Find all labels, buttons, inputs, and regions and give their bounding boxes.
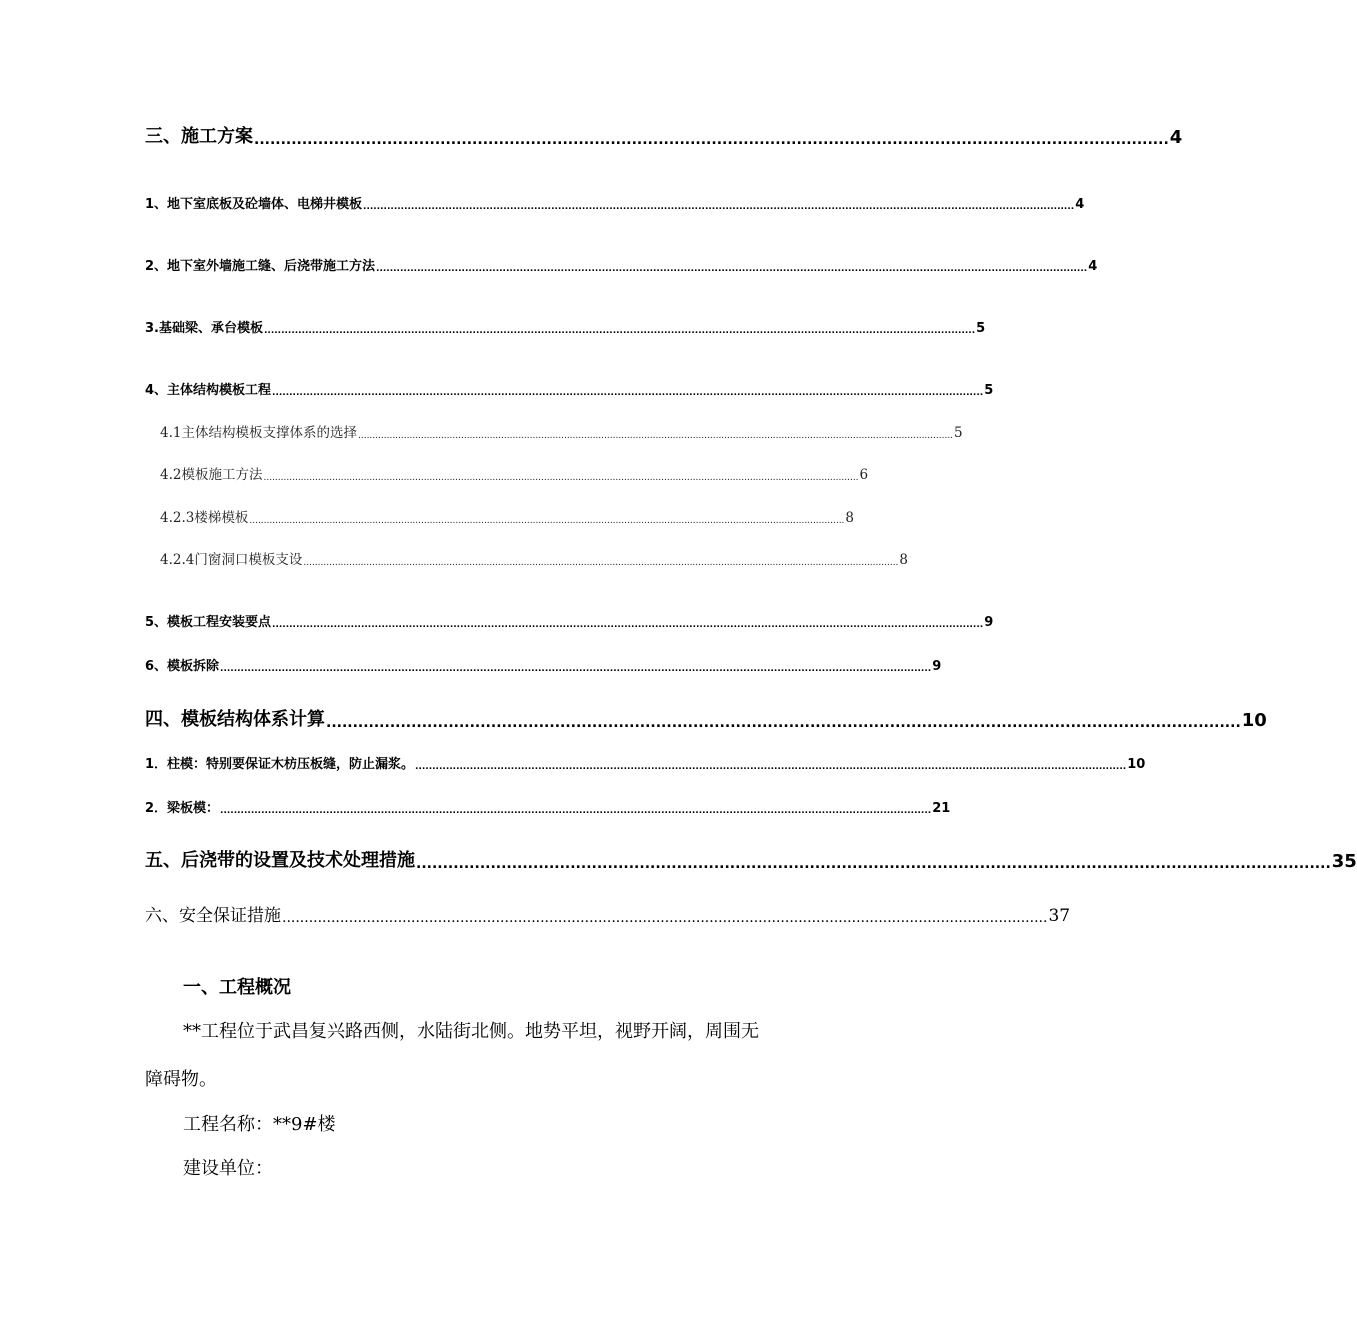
toc-page-number: 10 [1241,710,1267,731]
toc-leader: ................................................................................................................................................................................................................ [220,664,932,674]
toc-leader: ................................................................................................................................................................................................................ [249,516,845,526]
toc-entry-text: 5、模板工程安装要点 [145,615,272,630]
toc-entry[interactable] [160,548,909,568]
toc-leader: ................................................................................................................................................................................................................ [263,473,859,483]
toc-page-number: 5 [954,425,963,441]
toc-entry-text: 4.1主体结构模板支撑体系的选择 [160,425,357,441]
toc-entry[interactable] [160,506,855,526]
toc-entry-text: 2、地下室外墙施工缝、后浇带施工方法 [145,259,376,274]
toc-leader: ............................................................................................................................................................................ [254,132,1169,148]
toc-leader: ............................................................................................................................................................................ [326,715,1241,731]
toc-leader: ................................................................................................................................................................................................................ [272,620,984,630]
paragraph-line: **工程位于武昌复兴路西侧，水陆街北侧。地势平坦，视野开阔，周围无 [183,1021,759,1042]
toc-entry[interactable] [145,316,986,336]
toc-page-number: 10 [1127,757,1146,772]
toc-entry-text: 4.2.4门窗洞口模板支设 [160,552,303,568]
toc-leader: ................................................................................................................................................................................................................ [363,202,1075,212]
toc-page-number: 35 [1331,851,1357,872]
toc-entry-text: 2．梁板模： [145,801,220,816]
toc-entry-text: 4.2.3楼梯模板 [160,510,249,526]
toc-page-number: 9 [984,615,994,630]
toc-leader: ................................................................................................................................................................................................................ [415,762,1127,772]
builder-line: 建设单位： [183,1158,273,1179]
paragraph-line: 障碍物。 [145,1069,217,1090]
toc-page-number: 8 [845,510,855,526]
toc-entry-text: 六、安全保证措施 [145,906,281,926]
toc-leader: ................................................................................................................................................................................................................ [272,388,984,398]
toc-entry[interactable] [145,378,994,398]
toc-page-number: 21 [932,801,951,816]
toc-entry[interactable] [145,610,994,630]
toc-entry[interactable] [145,752,1146,772]
toc-entry[interactable] [145,705,1267,731]
toc-leader: ................................................................................................................................................................................................................ [303,558,899,568]
toc-entry-text: 6、模板拆除 [145,659,220,674]
toc-entry-text: 4、主体结构模板工程 [145,383,272,398]
toc-entry-text: 1．柱模：特别要保证木枋压板缝，防止漏浆。 [145,757,415,772]
toc-entry[interactable] [145,192,1085,212]
toc-page-number: 5 [984,383,994,398]
toc-page-number: 5 [976,321,986,336]
toc-leader: ................................................................................................................................................................................................................ [357,431,954,441]
toc-entry-text: 3.基础梁、承台模板 [145,321,263,336]
toc-entry[interactable] [160,421,963,441]
toc-entry-text: 1、地下室底板及砼墙体、电梯井模板 [145,197,363,212]
toc-leader: ................................................................................................................................................................................................................ [376,264,1088,274]
toc-page-number: 6 [859,467,869,483]
toc-page-number: 4 [1075,197,1085,212]
toc-entry-text: 五、后浇带的设置及技术处理措施 [145,850,415,871]
toc-entry[interactable] [145,796,951,816]
toc-entry[interactable] [145,254,1098,274]
toc-page-number: 8 [899,552,909,568]
section-title: 一、工程概况 [183,977,291,998]
toc-leader: ................................................................................................................................................................................................................ [220,806,932,816]
toc-entry[interactable] [145,846,1357,872]
toc-entry-text: 4.2模板施工方法 [160,467,263,483]
toc-entry-text: 三、施工方案 [145,126,253,147]
toc-page-number: 4 [1169,127,1183,148]
project-name-line: 工程名称：**9#楼 [183,1114,336,1135]
toc-entry[interactable] [145,900,1071,926]
toc-leader: ............................................................................................................................................................................ [416,856,1331,872]
toc-entry-text: 四、模板结构体系计算 [145,709,325,730]
toc-page-number: 37 [1048,906,1071,926]
toc-leader: ............................................................................................................................................................................ [282,910,1048,926]
toc-entry[interactable] [145,122,1183,148]
toc-leader: ................................................................................................................................................................................................................ [263,326,976,336]
toc-page-number: 9 [932,659,942,674]
toc-entry[interactable] [145,654,942,674]
toc-entry[interactable] [160,463,869,483]
toc-page-number: 4 [1088,259,1098,274]
